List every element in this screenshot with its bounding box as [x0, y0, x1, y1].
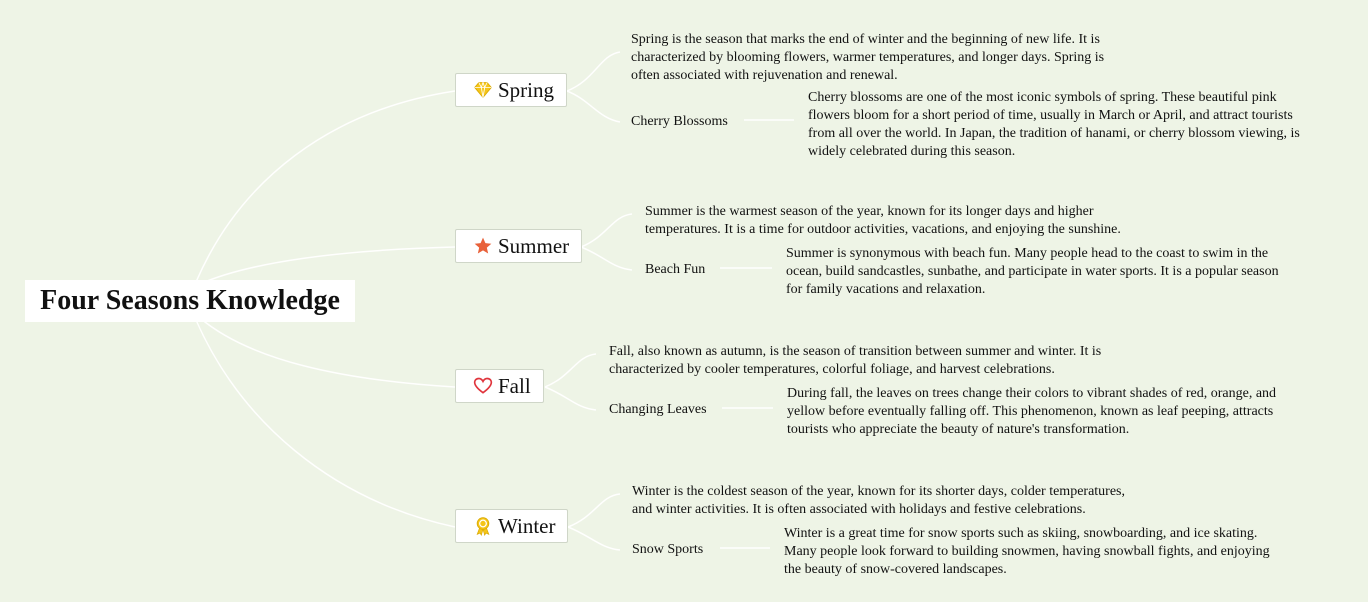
- subtopic-description: Summer is synonymous with beach fun. Many people head to the coast to swim in the ocean, build sandcastles, sunbathe, and participate in water sports. It is a popular season for family vacations and relaxation.: [786, 246, 1279, 297]
- connector-fall-subtopic: [545, 387, 596, 410]
- season-node-spring[interactable]: [455, 73, 567, 107]
- connector-root-winter: [196, 320, 455, 527]
- season-label: Winter: [498, 513, 556, 538]
- subtopic-node[interactable]: Snow Sports: [632, 542, 704, 557]
- subtopic-node[interactable]: Cherry Blossoms: [631, 114, 728, 129]
- season-description: Spring is the season that marks the end of winter and the beginning of new life. It is characterized by blooming flowers, warmer temperatures, and longer days. Spring is often associated with rejuvenation and renewal.: [631, 32, 1105, 83]
- subtopic-description: Cherry blossoms are one of the most iconic symbols of spring. These beautiful pink flowers bloom for a short period of time, usually in March or April, and attract tourists from all over the world. In Japan, the tradition of hanami, or cherry blossom viewing, is widely celebrated during this season.: [808, 90, 1300, 159]
- connector-summer-subtopic: [581, 247, 632, 270]
- subtopic-description: During fall, the leaves on trees change their colors to vibrant shades of red, orange, and yellow before eventually falling off. This phenomenon, known as leaf peeping, attracts tourists who appreciate the beauty of nature's transformation.: [787, 386, 1277, 437]
- connector-root-summer: [200, 247, 455, 284]
- subtopic-description: Winter is a great time for snow sports such as skiing, snowboarding, and ice skating. Many people look forward to building snowmen, having snowball fights, and enjoying the beauty of snow-covered landscapes.: [784, 526, 1270, 577]
- season-label: Fall: [498, 373, 531, 398]
- star-icon: [472, 235, 494, 257]
- connector-fall-description: [545, 354, 596, 387]
- connector-root-fall: [200, 318, 455, 387]
- connector-root-spring: [196, 91, 455, 282]
- root-title: Four Seasons Knowledge: [40, 285, 340, 316]
- root-node[interactable]: [25, 280, 355, 322]
- subtopic-node[interactable]: Changing Leaves: [609, 402, 707, 417]
- connector-spring-subtopic: [567, 91, 620, 122]
- season-description: Fall, also known as autumn, is the season of transition between summer and winter. It is characterized by cooler temperatures, colorful foliage, and harvest celebrations.: [609, 344, 1102, 377]
- connector-winter-subtopic: [568, 527, 620, 550]
- season-description: Winter is the coldest season of the year, known for its shorter days, colder temperatures, and winter activities. It is often associated with holidays and festive celebrations.: [632, 484, 1126, 517]
- connector-spring-description: [567, 52, 620, 91]
- season-node-winter[interactable]: [455, 509, 568, 543]
- award-ribbon-icon: [472, 515, 494, 537]
- subtopic-node[interactable]: Beach Fun: [645, 262, 706, 277]
- connector-summer-description: [581, 214, 632, 247]
- season-description: Summer is the warmest season of the year, known for its longer days and higher temperatures. It is a time for outdoor activities, vacations, and enjoying the sunshine.: [645, 204, 1121, 237]
- connector-winter-description: [568, 494, 620, 527]
- heart-icon: [472, 375, 494, 397]
- season-node-fall[interactable]: [455, 369, 544, 403]
- diamond-icon: [472, 79, 494, 101]
- season-label: Spring: [498, 77, 555, 102]
- season-label: Summer: [498, 233, 570, 258]
- season-node-summer[interactable]: [455, 229, 582, 263]
